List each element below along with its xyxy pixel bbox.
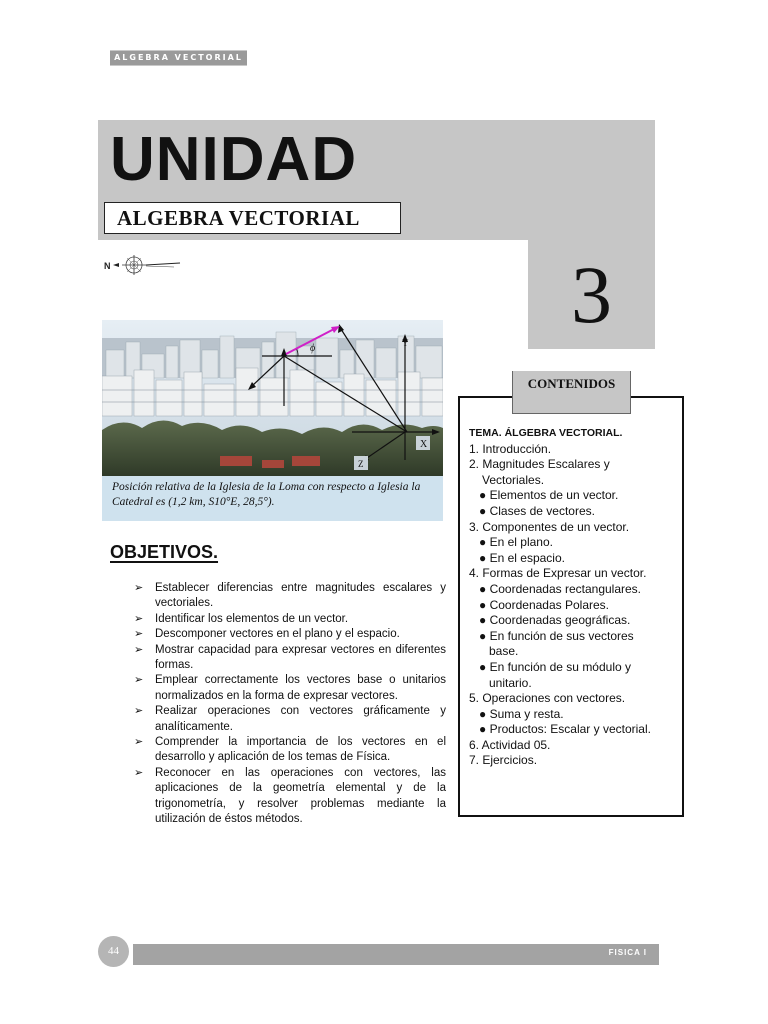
arrow-bullet-icon: ➢ <box>134 766 144 779</box>
axis-z-label: Z <box>358 459 364 469</box>
footer-label: FISICA I <box>608 948 647 957</box>
page-number-badge <box>98 936 129 967</box>
objective-item: ➢ Reconocer en las operaciones con vectores, las aplicaciones de la geometría elemental y de la trigonometría, y resolver problemas mediante la utilización de éstos métodos. <box>134 766 446 826</box>
objective-item: ➢ Emplear correctamente los vectores base o unitarios normalizados en la forma de expresar vectores. <box>134 674 446 702</box>
figure-caption: Posición relativa de la Iglesia de la Loma con respecto a Iglesia la Catedral es (1,2 km, S10°E, 28,5°). <box>112 481 421 508</box>
contents-title: CONTENIDOS <box>527 376 616 391</box>
arrow-bullet-icon: ➢ <box>134 612 144 625</box>
axis-y-label: Y <box>402 338 409 348</box>
arrow-bullet-icon: ➢ <box>134 628 144 641</box>
objective-item: ➢ Establecer diferencias entre magnitudes escalares y vectoriales. <box>134 582 446 610</box>
contents-list <box>469 426 674 769</box>
angle-label: ϕ <box>310 343 316 354</box>
contents-item: ● En el plano. <box>479 535 553 550</box>
contents-item: 4. Formas de Expresar un vector. <box>469 566 647 581</box>
contents-item: 7. Ejercicios. <box>469 753 538 768</box>
header-tab <box>110 50 247 66</box>
header-tab-label: ALGEBRA VECTORIAL <box>114 53 243 62</box>
unit-title: UNIDAD <box>110 125 358 194</box>
unit-subtitle: ALGEBRA VECTORIAL <box>117 206 360 230</box>
contents-item: ● En función de sus vectores <box>479 628 634 643</box>
contents-item: ● Coordenadas geográficas. <box>479 613 631 628</box>
contents-item: base. <box>489 644 519 659</box>
page-number: 44 <box>108 945 119 957</box>
arrow-bullet-icon: ➢ <box>134 674 144 687</box>
arrow-bullet-icon: ➢ <box>134 705 144 718</box>
objectives-list <box>134 581 446 828</box>
contents-item: ● En el espacio. <box>479 550 565 565</box>
objective-item: ➢ Realizar operaciones con vectores gráficamente y analíticamente. <box>134 705 446 733</box>
contents-topic: TEMA. ÁLGEBRA VECTORIAL. <box>469 427 623 439</box>
city-vector-figure <box>102 320 443 476</box>
contents-item: ● Elementos de un vector. <box>479 488 619 503</box>
objective-item: ➢ Mostrar capacidad para expresar vectores en diferentes formas. <box>134 643 446 672</box>
unit-subtitle-box <box>104 202 401 234</box>
arrow-bullet-icon: ➢ <box>134 643 144 656</box>
contents-lines <box>469 442 674 769</box>
objective-item: ➢ Descomponer vectores en el plano y el espacio. <box>134 627 446 642</box>
contents-item: unitario. <box>489 675 532 690</box>
contents-item: ● Clases de vectores. <box>479 503 595 518</box>
compass-north-label: N <box>104 261 111 271</box>
contents-item: 6. Actividad 05. <box>469 737 551 752</box>
arrow-bullet-icon: ➢ <box>134 736 144 749</box>
arrow-bullet-icon: ➢ <box>134 582 144 594</box>
figure-caption-box <box>102 476 443 521</box>
contents-item: ● Productos: Escalar y vectorial. <box>479 722 651 737</box>
contents-item: ● Coordenadas rectangulares. <box>479 581 642 596</box>
footer-bar <box>133 944 659 965</box>
contents-item: 5. Operaciones con vectores. <box>469 691 626 706</box>
contents-item: 3. Componentes de un vector. <box>469 519 630 534</box>
axis-x-label: X <box>420 439 428 450</box>
contents-item: 1. Introducción. <box>469 441 552 456</box>
contents-item: ● Coordenadas Polares. <box>479 597 609 612</box>
unit-number: 3 <box>571 249 612 340</box>
contents-item: 2. Magnitudes Escalares y <box>469 457 610 472</box>
objectives-title: OBJETIVOS. <box>110 542 219 562</box>
objective-item: ➢ Comprender la importancia de los vectores en el desarrollo y aplicación de los temas de Física. <box>134 736 446 764</box>
contents-tab <box>512 371 631 414</box>
objective-item: ➢ Identificar los elementos de un vector. <box>134 612 446 627</box>
contents-item: ● En función de su módulo y <box>479 659 632 674</box>
compass-rose-icon <box>104 253 184 279</box>
contents-item: ● Suma y resta. <box>479 706 564 721</box>
contents-item: Vectoriales. <box>482 472 545 487</box>
